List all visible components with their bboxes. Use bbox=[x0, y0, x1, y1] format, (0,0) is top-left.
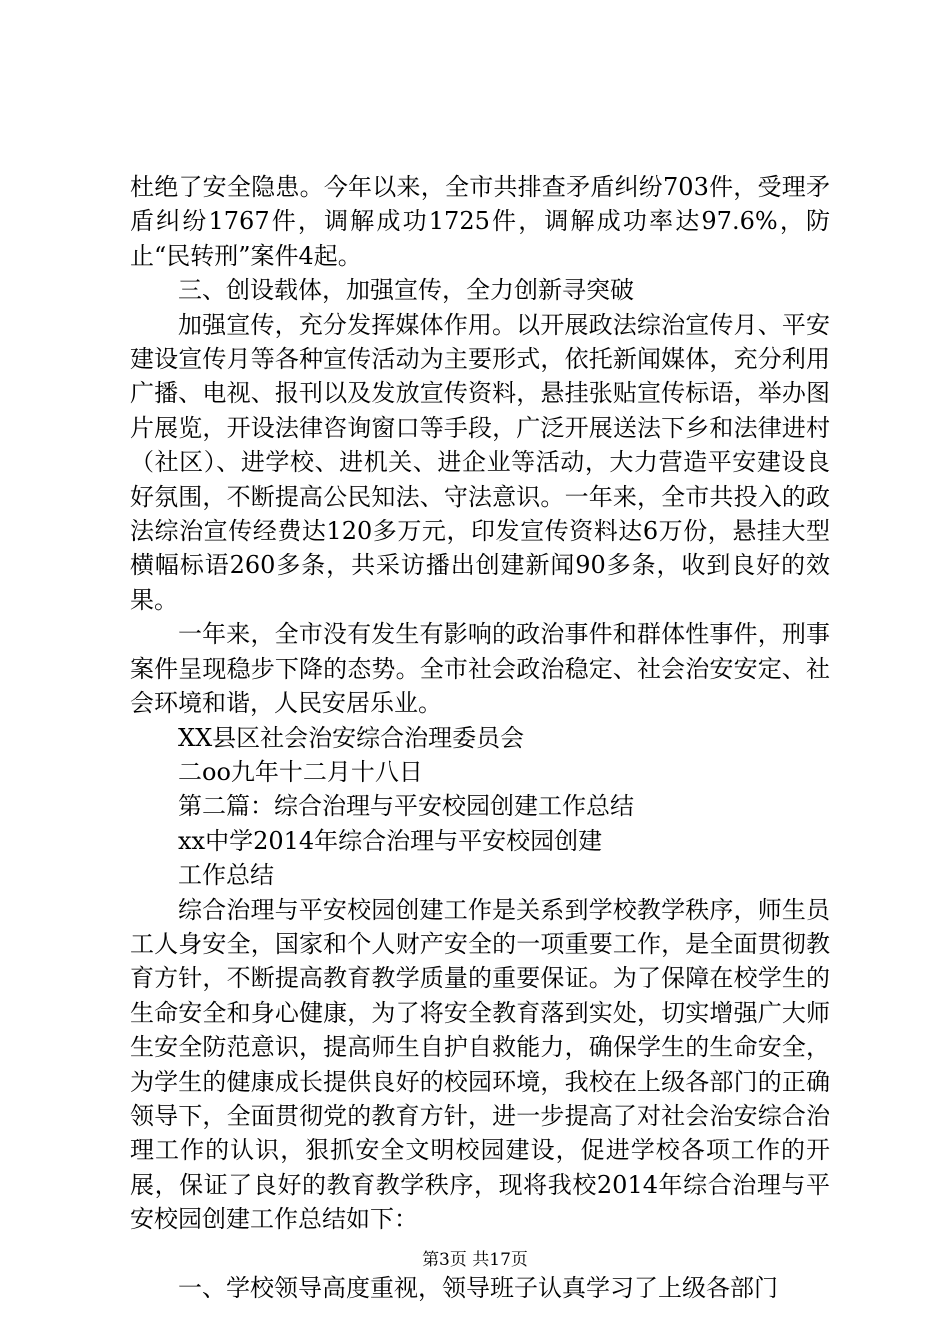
section-heading-leadership: 一、学校领导高度重视，领导班子认真学习了上级各部门 bbox=[178, 1273, 778, 1302]
paragraph-mediation-stats: 杜绝了安全隐患。今年以来，全市共排查矛盾纠纷703件，受理矛盾纠纷1767件，调解成功1725件，调解成功率达97.6%，防止“民转刑”案件4起。 bbox=[130, 173, 830, 270]
chapter-title: 第二篇：综合治理与平安校园创建工作总结 bbox=[178, 792, 634, 821]
document-body bbox=[130, 170, 830, 1305]
signature-date: 二oo九年十二月十八日 bbox=[178, 757, 423, 786]
signature-committee: XX县区社会治安综合治理委员会 bbox=[178, 723, 525, 752]
paragraph-publicity: 加强宣传，充分发挥媒体作用。以开展政法综治宣传月、平安建设宣传月等各种宣传活动为主要形式，依托新闻媒体，充分利用广播、电视、报刊以及发放宣传资料，悬挂张贴宣传标语，举办图片展览，开设法律咨询窗口等手段，广泛开展送法下乡和法律进村（社区）、进学校、进机关、进企业等活动，大力营造平安建设良好氛围，不断提高公民知法、守法意识。一年来，全市共投入的政法综治宣传经费达120多万元，印发宣传资料达6万份，悬挂大型横幅标语260多条，共采访播出创建新闻90多条，收到良好的效果。 bbox=[130, 310, 830, 614]
page-number-footer: 第3页 共17页 bbox=[422, 1250, 528, 1270]
report-title-line1: xx中学2014年综合治理与平安校园创建 bbox=[178, 826, 603, 855]
report-title-line2: 工作总结 bbox=[178, 861, 274, 890]
paragraph-summary: 一年来，全市没有发生有影响的政治事件和群体性事件，刑事案件呈现稳步下降的态势。全市社会政治稳定、社会治安安定、社会环境和谐，人民安居乐业。 bbox=[130, 620, 830, 718]
paragraph-introduction: 综合治理与平安校园创建工作是关系到学校教学秩序，师生员工人身安全，国家和个人财产安全的一项重要工作，是全面贯彻教育方针，不断提高教育教学质量的重要保证。为了保障在校学生的生命安全和身心健康，为了将安全教育落到实处，切实增强广大师生安全防范意识，提高师生自护自救能力，确保学生的生命安全，为学生的健康成长提供良好的校园环境，我校在上级各部门的正确领导下，全面贯彻党的教育方针，进一步提高了对社会治安综合治理工作的认识，狠抓安全文明校园建设，促进学校各项工作的开展，保证了良好的教育教学秩序，现将我校2014年综合治理与平安校园创建工作总结如下： bbox=[130, 895, 830, 1234]
section-heading-publicity: 三、创设载体，加强宣传，全力创新寻突破 bbox=[178, 276, 634, 305]
